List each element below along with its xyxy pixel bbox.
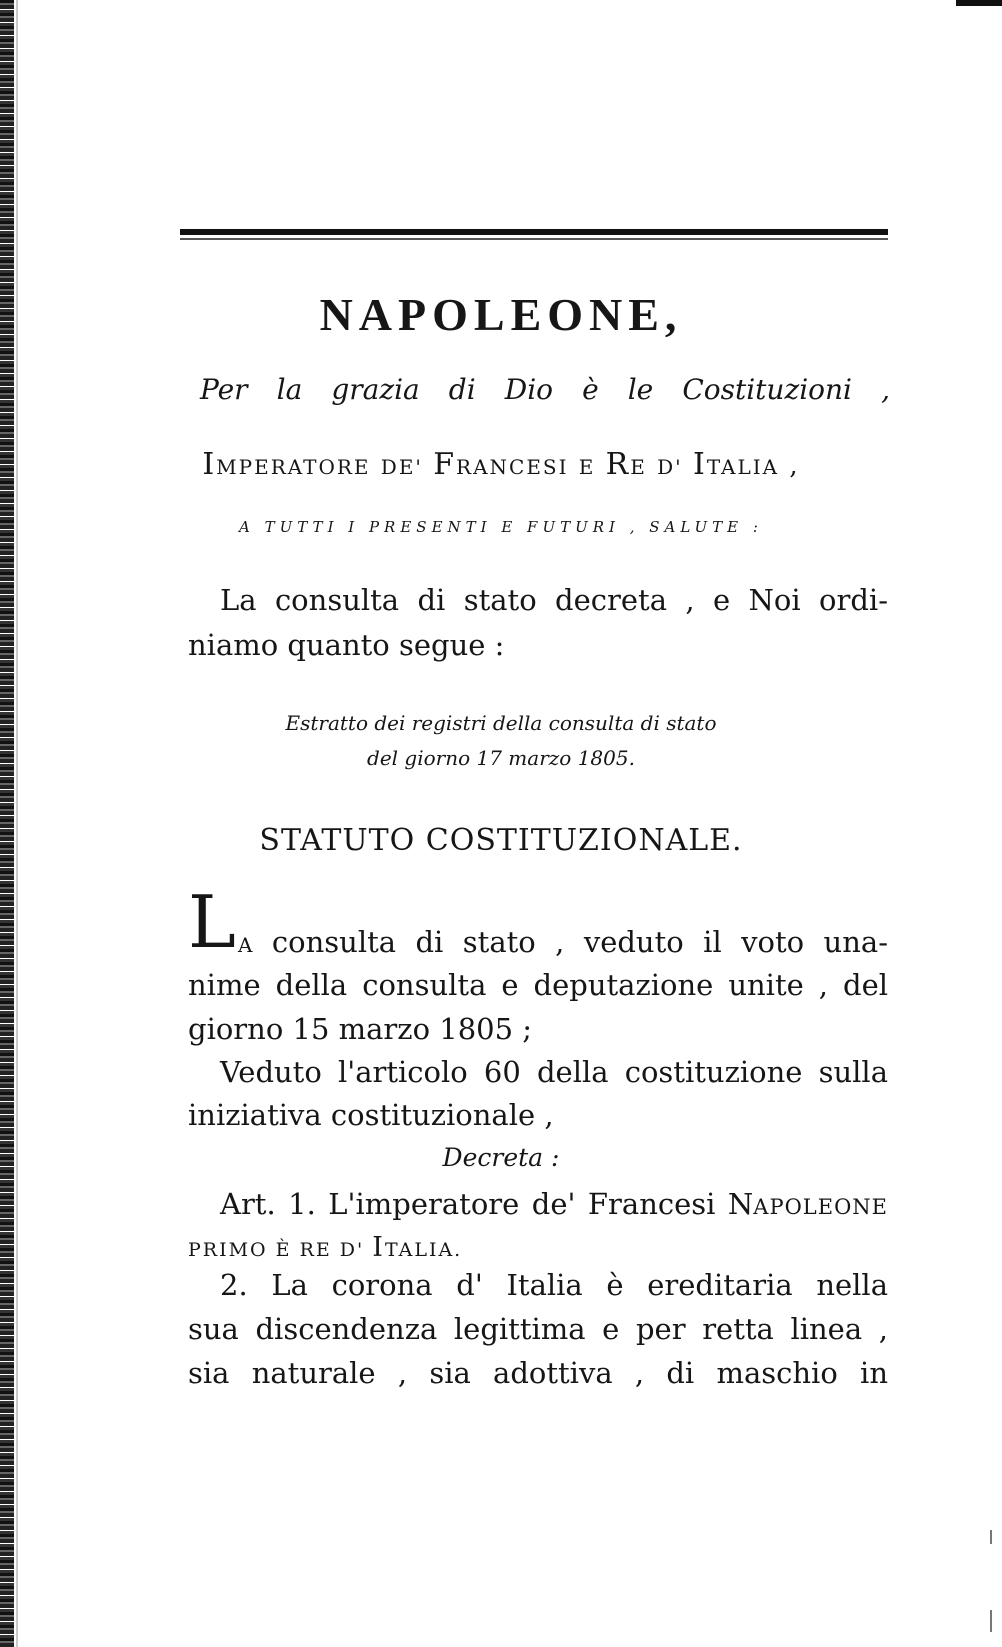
subtitle-word: la bbox=[276, 373, 303, 406]
article-2-line-3: sia naturale , sia adottiva , di maschio in bbox=[188, 1356, 888, 1390]
extract-line-1: Estratto dei registri della consulta di stato bbox=[285, 711, 717, 735]
top-rule-thick bbox=[180, 229, 888, 235]
subtitle-word: , bbox=[881, 373, 890, 406]
article-1-line-2: PRIMO È RE D' ITALIA. bbox=[188, 1232, 463, 1263]
subtitle-word: grazia bbox=[331, 373, 420, 406]
salutation: A TUTTI I PRESENTI E FUTURI , SALUTE : bbox=[239, 518, 763, 536]
article-2-line-1: 2. La corona d' Italia è ereditaria nella bbox=[220, 1268, 888, 1302]
subtitle-word: Per bbox=[200, 373, 248, 406]
subtitle-word: è bbox=[582, 373, 599, 406]
decreta: Decreta : bbox=[442, 1143, 560, 1172]
emperor-title: IMPERATORE DE' FRANCESI E RE D' ITALIA , bbox=[202, 447, 800, 482]
section-heading: STATUTO COSTITUZIONALE. bbox=[259, 823, 743, 858]
corner-mark bbox=[956, 0, 1002, 6]
subtitle-word: Costituzioni bbox=[682, 373, 853, 406]
subtitle-by-grace bbox=[200, 373, 890, 406]
scan-speck bbox=[990, 1530, 992, 1544]
scan-speck bbox=[990, 1610, 992, 1632]
statute-line-5: iniziativa costituzionale , bbox=[188, 1098, 554, 1132]
top-rule-thin bbox=[180, 238, 888, 240]
statute-line-4: Veduto l'articolo 60 della costituzione sulla bbox=[220, 1055, 888, 1089]
article-2-line-2: sua discendenza legittima e per retta linea , bbox=[188, 1312, 888, 1346]
drop-cap: L bbox=[188, 880, 236, 964]
statute-line-1: A consulta di stato , veduto il voto una- bbox=[238, 925, 888, 959]
statute-line-2: nime della consulta e deputazione unite , del bbox=[188, 968, 888, 1002]
statute-line-3: giorno 15 marzo 1805 ; bbox=[188, 1012, 533, 1046]
preamble-line-1: La consulta di stato decreta , e Noi ordi- bbox=[220, 583, 888, 617]
preamble-line-2: niamo quanto segue : bbox=[188, 628, 505, 662]
subtitle-word: le bbox=[627, 373, 654, 406]
article-1-line-1: Art. 1. L'imperatore de' Francesi NAPOLEONE bbox=[220, 1187, 888, 1221]
page-title: NAPOLEONE, bbox=[319, 289, 683, 340]
subtitle-word: Dio bbox=[504, 373, 554, 406]
extract-line-2: del giorno 17 marzo 1805. bbox=[367, 746, 635, 770]
subtitle-word: di bbox=[448, 373, 476, 406]
